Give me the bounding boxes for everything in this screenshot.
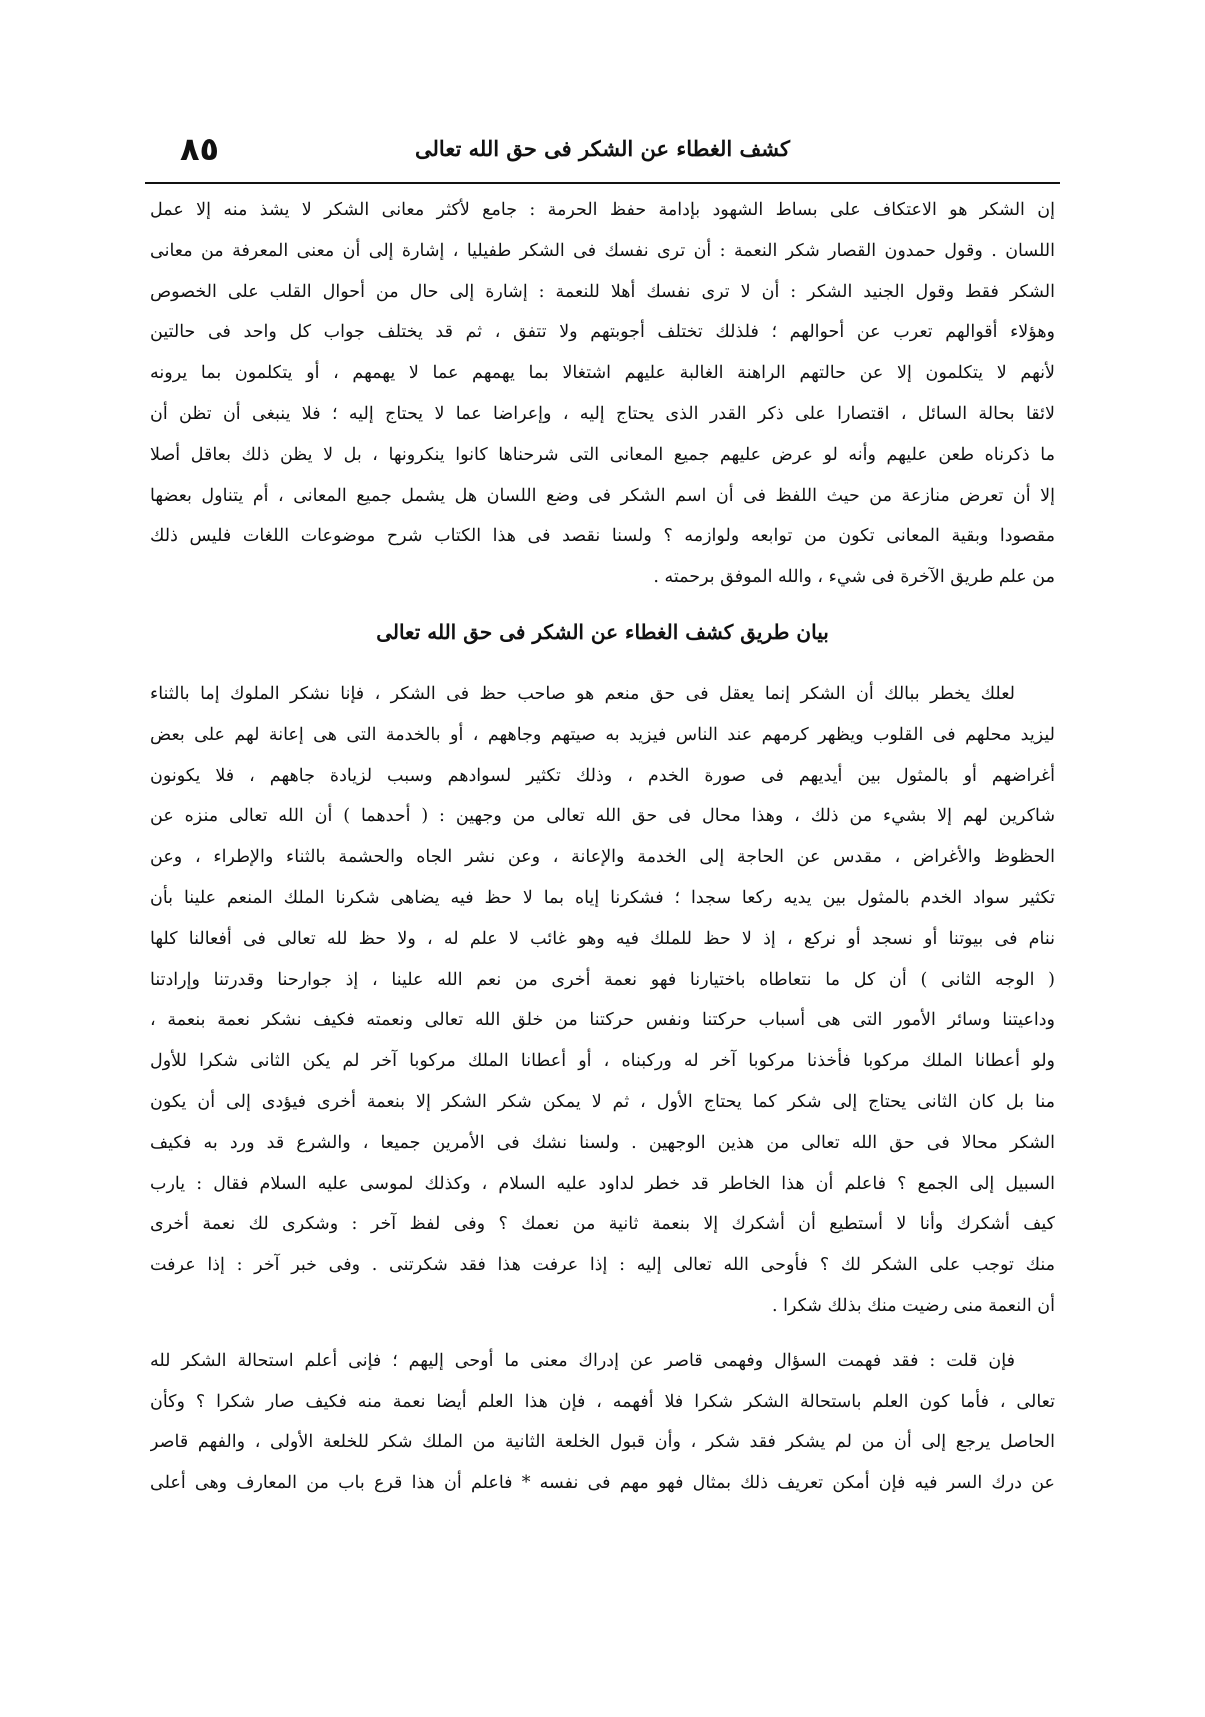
text-line: السبيل إلى الجمع ؟ فاعلم أن هذا الخاطر قد خطر لداود عليه السلام ، وكذلك لموسى عليه السلام فقال : يارب bbox=[150, 1173, 1055, 1194]
text-line: لعلك يخطر ببالك أن الشكر إنما يعقل فى حق منعم هو صاحب حظ فى الشكر ، فإنا نشكر الملوك إما بالثناء bbox=[150, 683, 1015, 704]
paragraph-3 bbox=[150, 1341, 1055, 1504]
text-line: مقصودا وبقية المعانى تكون من توابعه ولوازمه ؟ ولسنا نقصد فى هذا الكتاب شرح موضوعات اللغات فليس ذلك bbox=[150, 526, 1055, 547]
paragraph-1 bbox=[150, 190, 1055, 598]
text-line: الشكر فقط وقول الجنيد الشكر : أن لا ترى نفسك أهلا للنعمة : إشارة إلى حال من أحوال القلب على الخصوص bbox=[150, 281, 1055, 302]
text-line: الحظوظ والأغراض ، مقدس عن الحاجة إلى الخدمة والإعانة ، وعن نشر الجاه والحشمة بالثناء والإطراء ، وعن bbox=[150, 847, 1055, 868]
text-line: إلا أن تعرض منازعة من حيث اللفظ فى أن اسم الشكر فى وضع اللسان هل يشمل جميع المعانى ، أم يتناول بعضها bbox=[150, 485, 1055, 506]
running-head bbox=[145, 130, 1060, 178]
text-line: وهؤلاء أقوالهم تعرب عن أحوالهم ؛ فلذلك تختلف أجوبتهم ولا تتفق ، ثم قد يختلف جواب كل واحد فى حالتين bbox=[150, 322, 1055, 343]
text-line: من علم طريق الآخرة فى شيء ، والله الموفق برحمته . bbox=[653, 567, 1055, 588]
text-line: لائقا بحالة السائل ، اقتصارا على ذكر القدر الذى يحتاج إليه ، وإعراضا عما لا يحتاج إليه ؛ فلا ينبغى أن تظن أن bbox=[150, 403, 1055, 424]
text-line: منا بل كان الثانى يحتاج إلى شكر كما يحتاج الأول ، ثم لا يمكن شكر الشكر إلا بنعمة أخرى فيؤدى إلى أن يكون bbox=[150, 1091, 1055, 1112]
section-heading: بيان طريق كشف الغطاء عن الشكر فى حق الله تعالى bbox=[376, 619, 829, 644]
text-line: ننام فى بيوتنا أو نسجد أو نركع ، إذ لا حظ للملك فيه وهو غائب لا علم له ، ولا حظ لله تعالى فى أفعالنا كلها bbox=[150, 928, 1055, 949]
header-rule bbox=[145, 182, 1060, 184]
text-line: تكثير سواد الخدم بالمثول بين يديه ركعا سجدا ؛ فشكرنا إياه بما لا حظ فيه يضاهى شكرنا الملك المنعم علينا بأن bbox=[150, 887, 1055, 908]
text-line: كيف أشكرك وأنا لا أستطيع أن أشكرك إلا بنعمة ثانية من نعمك ؟ وفى لفظ آخر : وشكرى لك نعمة أخرى bbox=[150, 1214, 1055, 1235]
text-line: أغراضهم أو بالمثول بين أيديهم فى صورة الخدم ، وذلك تكثير لسوادهم وسبب لزيادة جاههم ، فلا يكونون bbox=[150, 765, 1055, 786]
text-line: أن النعمة منى رضيت منك بذلك شكرا . bbox=[771, 1295, 1055, 1316]
text-line: منك توجب على الشكر لك ؟ فأوحى الله تعالى إليه : إذا عرفت هذا فقد شكرتنى . وفى خبر آخر : إذا عرفت bbox=[150, 1255, 1055, 1276]
page-number: ٨٥ bbox=[180, 130, 220, 168]
text-line: الحاصل يرجع إلى أن من لم يشكر فقد شكر ، وأن قبول الخلعة الثانية من الملك شكر للخلعة الأولى ، والفهم قاصر bbox=[150, 1432, 1055, 1453]
text-line: عن درك السر فيه فإن أمكن تعريف ذلك بمثال فهو مهم فى نفسه * فاعلم أن هذا قرع باب من المعارف وهى أعلى bbox=[150, 1473, 1055, 1494]
text-line: ( الوجه الثانى ) أن كل ما نتعاطاه باختيارنا فهو نعمة أخرى من نعم الله علينا ، إذ جوارحنا وقدرتنا وإرادتنا bbox=[150, 969, 1055, 990]
text-line: وداعيتنا وسائر الأمور التى هى أسباب حركتنا ونفس حركتنا من خلق الله تعالى ونعمته فكيف نشكر نعمة بنعمة ، bbox=[150, 1010, 1055, 1031]
paragraph-gap bbox=[150, 1327, 1055, 1341]
text-line: إن الشكر هو الاعتكاف على بساط الشهود بإدامة حفظ الحرمة : جامع لأكثر معانى الشكر لا يشذ منه إلا عمل bbox=[150, 200, 1055, 220]
running-title: كشف الغطاء عن الشكر فى حق الله تعالى bbox=[415, 136, 790, 161]
text-line: ليزيد محلهم فى القلوب ويظهر كرمهم عند الناس فيزيد به صيتهم وجاههم ، أو بالخدمة التى هى إعانة لهم على بعض bbox=[150, 724, 1055, 745]
text-line: فإن قلت : فقد فهمت السؤال وفهمى قاصر عن إدراك معنى ما أوحى إليهم ؛ فإنى أعلم استحالة الشكر لله bbox=[150, 1350, 1015, 1371]
body-text bbox=[150, 190, 1055, 1504]
text-line: اللسان . وقول حمدون القصار شكر النعمة : أن ترى نفسك فى الشكر طفيليا ، إشارة إلى أن معنى المعرفة من معانى bbox=[150, 240, 1055, 261]
text-line: شاكرين لهم إلا بشيء من ذلك ، وهذا محال فى حق الله تعالى من وجهين : ( أحدهما ) أن الله تعالى منزه عن bbox=[150, 806, 1055, 827]
paragraph-2 bbox=[150, 674, 1055, 1327]
text-line: ما ذكرناه طعن عليهم وأنه لو عرض عليهم جميع المعانى التى شرحناها كانوا ينكرونها ، بل لا يظن ذلك بعاقل أصلا bbox=[150, 444, 1055, 465]
text-line: تعالى ، فأما كون العلم باستحالة الشكر شكرا فلا أفهمه ، فإن هذا العلم أيضا نعمة منه فكيف صار شكرا ؟ وكأن bbox=[150, 1391, 1055, 1412]
text-line: لأنهم لا يتكلمون إلا عن حالتهم الراهنة الغالبة عليهم اشتغالا بما يهمهم عما لا يهمهم ، أو يتكلمون بما يرونه bbox=[150, 363, 1055, 384]
text-line: ولو أعطانا الملك مركوبا فأخذنا مركوبا آخر له وركبناه ، أو أعطانا الملك مركوبا آخر لم يكن الثانى شكرا للأول bbox=[150, 1051, 1055, 1072]
text-line: الشكر محالا فى حق الله تعالى من هذين الوجهين . ولسنا نشك فى الأمرين جميعا ، والشرع قد ورد به فكيف bbox=[150, 1132, 1055, 1153]
